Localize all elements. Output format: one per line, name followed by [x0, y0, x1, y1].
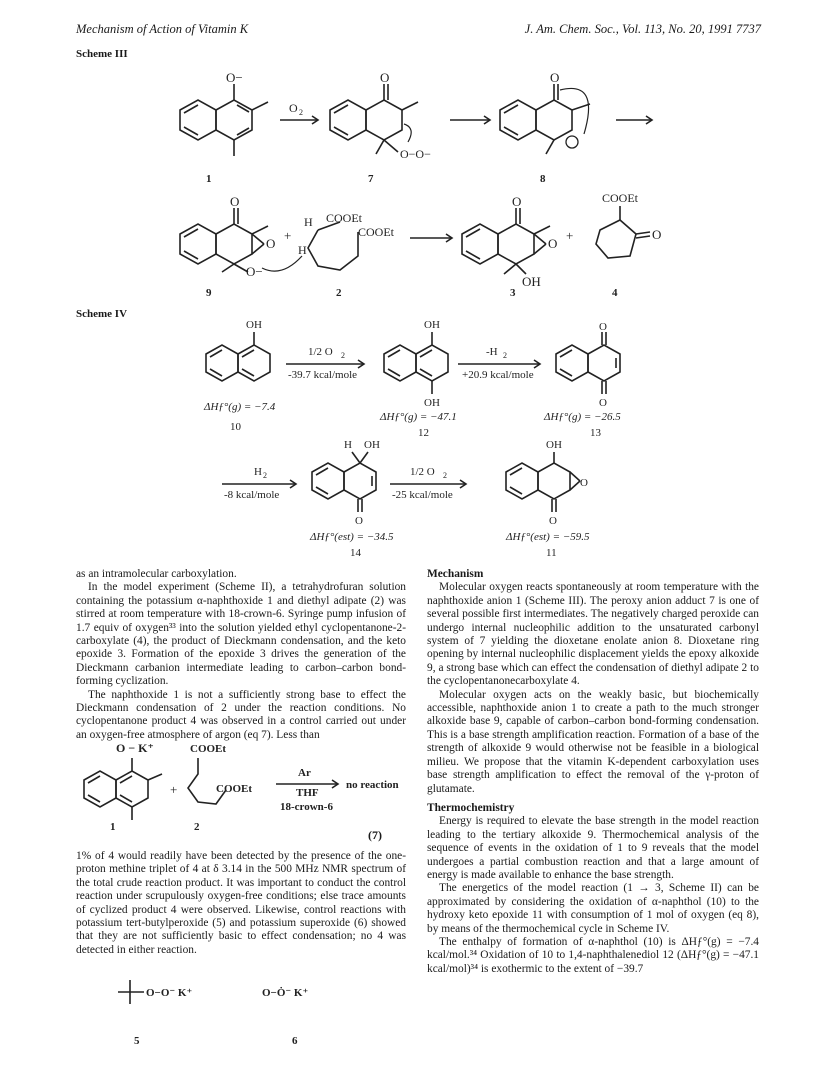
eq7-arrow-ar: Ar: [298, 767, 311, 779]
o2-reagent-subscript: 2: [299, 108, 303, 117]
left-column-top: [76, 568, 406, 742]
eq7-plus: +: [170, 782, 178, 797]
paragraph-mechanism-1: Molecular oxygen reacts spontaneously at room temperature with the naphthoxide anion 1 (Scheme III). The peroxy anion adduct 7 is one of several possible first intermediates. The negatively charged peroxide can undergo internal nucleophilic addition to the unsaturated carbonyl system of 7 yielding the dioxetane enolate anion 8. Dioxetane ring opening by internal nucleophilic displacement yields the epoxy alkoxide 9, a strong base which can effect the condensation of diethyl adipate 2 to the cyclopentanonecarboxylate 4.: [427, 581, 759, 688]
compound-2-cooet-2: COOEt: [358, 225, 394, 239]
compound-14-h: H: [344, 439, 352, 451]
plus-sign-3: +: [566, 228, 574, 243]
num-10: 10: [230, 421, 241, 433]
compound-14-o: O: [355, 515, 363, 527]
plus-sign-9: +: [284, 228, 292, 243]
compound-3-structure: [462, 208, 550, 274]
section-heading-mechanism: Mechanism: [427, 568, 484, 580]
scheme-3-figure: [0, 62, 821, 322]
compound-9-epoxide-o: O: [266, 236, 276, 251]
paragraph-mechanism-2: Molecular oxygen acts on the weakly basic, but biochemically accessible, naphthoxide anion 1 to create a path to the much stronger alkoxide base 9, capable of carbon–carbon bond-forming condensation. This is a base strength amplification reaction. Formation of a base of the strength of alkoxide 9 would otherwise not be feasible in a biological milieu. We propose that the vitamin K-dependent carboxylation uses base strength amplification to effect the removal of the γ-proton of glutamate.: [427, 688, 759, 795]
num-5: 5: [134, 1035, 140, 1047]
eq7-arrow-thf: THF: [296, 787, 319, 799]
compound-3-o-top: O: [512, 194, 522, 209]
eq7-cooet-2: COOEt: [216, 783, 253, 795]
arrow1-reagent: 1/2 O: [308, 346, 333, 358]
tbu-peroxide-label: O−O⁻ K⁺: [146, 987, 193, 999]
num-12: 12: [418, 427, 429, 439]
num-13: 13: [590, 427, 601, 439]
arrow3-energy: -8 kcal/mole: [224, 489, 280, 501]
compound-8-structure: [500, 84, 590, 154]
compound-3-epoxide-o: O: [548, 236, 558, 251]
paragraph-thermo-2: The energetics of the model reaction (1 → 3, Scheme II) can be approximated by considering the oxidation of α-naphthol (10) to the hydroxy keto epoxide 11 with consumption of 1 mol of oxygen (eq 8), by means of the thermochemical cycle in Scheme IV.: [427, 882, 759, 935]
paragraph-control: 1% of 4 would readily have been detected by the presence of the one-proton methine triplet of 4 at δ 3.14 in the 500 MHz NMR spectrum of the total crude reaction product. It was important to conduct the control reaction under scrupulously oxygen-free conditions; else trace amounts of cyclized product 4 were observed. Likewise, control reactions with potassium tert-butylperoxide (5) and potassium superoxide (6) showed that they are not sufficiently basic to effect condensation; no 4 was detected in either reaction.: [76, 850, 406, 956]
compound-14-oh: OH: [364, 439, 380, 451]
paragraph-thermo-1: Energy is required to elevate the base strength in the model reaction leading to the tertiary alkoxide 9. Thermochemical analysis of the sequence of events in the oxidation of 1 to 9 reveals that the model undergoes a partial combustion reaction and that a large amount of energy is made available to enhance the base strength.: [427, 815, 759, 881]
arrow4-energy: -25 kcal/mole: [392, 489, 453, 501]
compound-11-epoxide-o: O: [580, 477, 588, 489]
compound-2-number: 2: [336, 287, 342, 299]
compound-12-oh-bottom: OH: [424, 397, 440, 409]
compound-1-structure: [180, 84, 268, 156]
compound-9-number: 9: [206, 287, 212, 299]
eq7-num-1: 1: [110, 821, 116, 833]
arrow4-reagent: 1/2 O: [410, 466, 435, 478]
compound-12-oh-top: OH: [424, 319, 440, 331]
compound-4-o: O: [652, 227, 662, 242]
compound-14-structure: [312, 452, 376, 512]
compound-9-o-top: O: [230, 194, 240, 209]
compound-1-number: 1: [206, 173, 212, 185]
compound-1-o-minus: O−: [226, 70, 243, 85]
num-6: 6: [292, 1035, 298, 1047]
dh-10: ΔHƒ°(g) = −7.4: [204, 401, 276, 413]
arrow2-reagent-sub: 2: [503, 351, 507, 360]
arrow3-reagent: H: [254, 466, 262, 478]
compound-10-oh: OH: [246, 319, 262, 331]
compound-7-o: O: [380, 70, 390, 85]
compound-4-number: 4: [612, 287, 618, 299]
arrow2-reagent: -H: [486, 346, 498, 358]
eq7-arrow-crown: 18-crown-6: [280, 801, 333, 813]
o2-reagent: O: [289, 101, 298, 115]
compound-7-structure: [330, 84, 418, 154]
compound-8-o: O: [550, 70, 560, 85]
compound-11-oh: OH: [546, 439, 562, 451]
structures-5-6-figure: [100, 960, 420, 1050]
eq7-num-2: 2: [194, 821, 200, 833]
compound-2-cooet-1: COOEt: [326, 211, 362, 225]
eq7-adipate-structure: [188, 758, 226, 804]
compound-3-number: 3: [510, 287, 516, 299]
compound-13-o-top: O: [599, 321, 607, 333]
left-column-bottom: [76, 850, 406, 957]
superoxide-label: O−Ȯ⁻ K⁺: [262, 987, 309, 999]
compound-8-number: 8: [540, 173, 546, 185]
eq7-k-label: O − K⁺: [116, 741, 154, 755]
arrow1-energy: -39.7 kcal/mole: [288, 369, 358, 381]
equation-7-figure: [70, 734, 470, 834]
arrow4-reagent-sub: 2: [443, 471, 447, 480]
scheme-4-figure: [0, 318, 821, 558]
compound-3-oh: OH: [522, 274, 541, 289]
scheme-4-label: Scheme IV: [76, 308, 128, 320]
compound-4-cooet: COOEt: [602, 191, 638, 205]
section-heading-thermochemistry: Thermochemistry: [427, 801, 515, 814]
dh-13: ΔHƒ°(g) = −26.5: [544, 411, 621, 423]
eq7-cooet-1: COOEt: [190, 743, 227, 755]
compound-7-peroxy: O−O−: [400, 147, 431, 161]
compound-13-o-bottom: O: [599, 397, 607, 409]
running-header-journal: J. Am. Chem. Soc., Vol. 113, No. 20, 1991 7737: [524, 22, 761, 36]
running-header-title: Mechanism of Action of Vitamin K: [76, 22, 249, 36]
paragraph-model-experiment: In the model experiment (Scheme II), a tetrahydrofuran solution containing the potassium α-naphthoxide 1 and diethyl adipate (2) was stirred at room temperature with 18-crown-6. Syringe pump infusion of 1.7 equiv of oxygen³³ into the solution yielded ethyl cyclopentanone-2-carboxylate (4), the product of Dieckmann condensation, and the keto epoxide 3. Formation of the epoxide 3 drives the generation of the Dieckmann carbanion intermediate leading to carbon–carbon bond-forming cyclization.: [76, 581, 406, 688]
dh-12: ΔHƒ°(g) = −47.1: [380, 411, 457, 423]
compound-11-o: O: [549, 515, 557, 527]
arrow1-reagent-sub: 2: [341, 351, 345, 360]
paragraph-thermo-3: The enthalpy of formation of α-naphthol (10) is ΔHƒ°(g) = −7.4 kcal/mol.³⁴ Oxidation of 10 to 1,4-naphthalenediol 12 (ΔHƒ°(g) = −47.1 kcal/mol)³⁴ is exothermic to the extent of −39.7: [427, 935, 759, 975]
compound-13-structure: [556, 332, 620, 394]
eq7-result: no reaction: [346, 779, 399, 791]
compound-10-structure: [206, 332, 270, 381]
dh-14: ΔHƒ°(est) = −34.5: [310, 531, 394, 543]
arrow2-energy: +20.9 kcal/mole: [462, 369, 534, 381]
dh-11: ΔHƒ°(est) = −59.5: [506, 531, 590, 543]
paragraph-naphthoxide: The naphthoxide 1 is not a sufficiently strong base to effect the Dieckmann condensation of 2 under the reaction conditions. No cyclopentanone product 4 was observed in a control carried out under an oxygen-free atmosphere of argon (eq 7). Less than: [76, 688, 406, 741]
num-11: 11: [546, 547, 557, 558]
compound-2-h-top: H: [304, 215, 313, 229]
arrow3-reagent-sub: 2: [263, 471, 267, 480]
num-14: 14: [350, 547, 361, 558]
scheme-3-label: Scheme III: [76, 48, 128, 60]
tert-butylperoxide-structure: [118, 980, 144, 1004]
compound-2-h-left: H: [298, 243, 307, 257]
equation-7-number: (7): [368, 828, 382, 842]
eq7-naphthoxide-structure: [84, 758, 162, 820]
compound-4-structure: [596, 206, 650, 258]
compound-12-structure: [384, 332, 448, 394]
paragraph-intro: as an intramolecular carboxylation.: [76, 568, 237, 580]
compound-11-structure: [506, 452, 580, 512]
right-column: [427, 568, 759, 976]
compound-7-number: 7: [368, 173, 374, 185]
compound-2-structure: [308, 222, 358, 270]
compound-9-o-minus: O−: [246, 264, 263, 279]
